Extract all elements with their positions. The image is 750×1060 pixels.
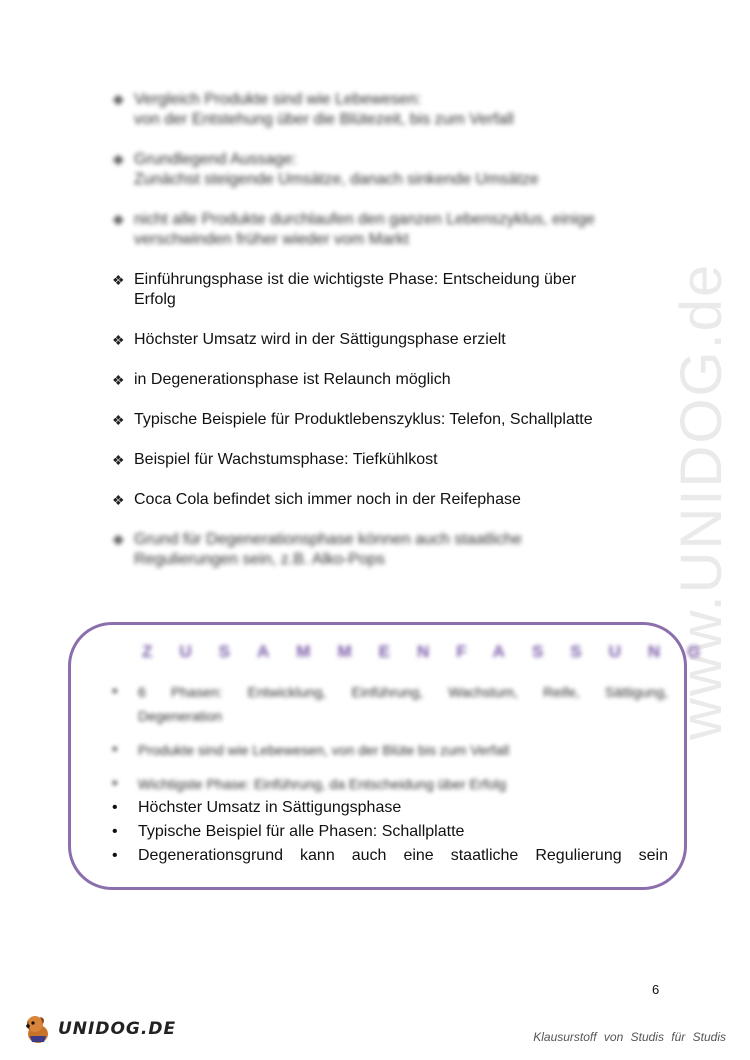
diamond-bullet-icon: ❖: [112, 412, 125, 428]
summary-item: [112, 796, 668, 820]
summary-item: [112, 738, 668, 762]
diamond-bullet-icon: ❖: [112, 272, 125, 288]
bullet-item: [112, 90, 672, 130]
bullet-list: [112, 90, 672, 570]
diamond-bullet-icon: ❖: [112, 452, 125, 468]
bullet-item: [112, 370, 672, 390]
summary-item-text: Höchster Umsatz in Sättigungsphase: [138, 799, 402, 816]
summary-item-text: Typische Beispiel für alle Phasen: Schallplatte: [138, 823, 465, 840]
bullet-text: Zunächst steigende Umsätze, danach sinkende Umsätze: [134, 171, 539, 188]
diamond-bullet-icon: ❖: [112, 372, 125, 388]
diamond-bullet-icon: ❖: [112, 92, 125, 108]
bullet-text: Typische Beispiele für Produktlebenszyklus: Telefon, Schallplatte: [134, 411, 593, 428]
watermark: www.UNIDOG.de: [669, 262, 734, 740]
bullet-item: [112, 150, 672, 190]
bullet-text: in Degenerationsphase ist Relaunch möglich: [134, 371, 451, 388]
footer-tagline: Klausurstoff von Studis für Studis: [533, 1030, 726, 1044]
bullet-text: Erfolg: [134, 291, 176, 308]
dog-icon: [22, 1012, 56, 1046]
bullet-dot-icon: •: [112, 799, 118, 816]
bullet-text: von der Entstehung über die Blütezeit, bis zum Verfall: [134, 111, 514, 128]
summary-item: [112, 772, 668, 796]
summary-list: [112, 680, 668, 868]
logo-text: UNIDOG.DE: [58, 1019, 177, 1039]
summary-title: ZUSAMMENFASSUNG: [142, 642, 728, 661]
bullet-item: [112, 210, 672, 250]
bullet-item: [112, 270, 672, 310]
bullet-dot-icon: •: [112, 775, 118, 792]
bullet-text: Grund für Degenerationsphase können auch staatliche: [134, 531, 522, 548]
bullet-text: Höchster Umsatz wird in der Sättigungsphase erzielt: [134, 331, 506, 348]
bullet-text: Grundlegend Aussage:: [134, 151, 297, 168]
bullet-text: verschwinden früher wieder vom Markt: [134, 231, 409, 248]
bullet-text: Coca Cola befindet sich immer noch in der Reifephase: [134, 491, 521, 508]
summary-item-text: Produkte sind wie Lebewesen, von der Blüte bis zum Verfall: [138, 742, 510, 758]
summary-item-text: Degenerationsgrund kann auch eine staatliche Regulierung sein: [138, 847, 668, 864]
bullet-dot-icon: •: [112, 741, 118, 758]
bullet-dot-icon: •: [112, 847, 118, 864]
bullet-item: [112, 330, 672, 350]
bullet-item: [112, 410, 672, 430]
diamond-bullet-icon: ❖: [112, 532, 125, 548]
bullet-text: nicht alle Produkte durchlaufen den ganzen Lebenszyklus, einige: [134, 211, 595, 228]
unidog-logo: [22, 1012, 176, 1046]
bullet-item: [112, 490, 672, 510]
bullet-text: Vergleich Produkte sind wie Lebewesen:: [134, 91, 422, 108]
diamond-bullet-icon: ❖: [112, 212, 125, 228]
diamond-bullet-icon: ❖: [112, 332, 125, 348]
bullet-text: Beispiel für Wachstumsphase: Tiefkühlkost: [134, 451, 438, 468]
bullet-dot-icon: •: [112, 683, 118, 700]
summary-item: [112, 680, 668, 728]
bullet-item: [112, 530, 672, 570]
summary-item: [112, 820, 668, 844]
bullet-item: [112, 450, 672, 470]
summary-item-text: Degeneration: [138, 708, 223, 724]
summary-item: [112, 844, 668, 868]
diamond-bullet-icon: ❖: [112, 492, 125, 508]
page-number: 6: [652, 982, 660, 997]
summary-item-text: Wichtigste Phase: Einführung, da Entscheidung über Erfolg: [138, 776, 507, 792]
bullet-text: Regulierungen sein, z.B. Alko-Pops: [134, 551, 385, 568]
bullet-dot-icon: •: [112, 823, 118, 840]
summary-item-text: 6 Phasen: Entwicklung, Einführung, Wachstum, Reife, Sättigung,: [138, 684, 668, 700]
diamond-bullet-icon: ❖: [112, 152, 125, 168]
bullet-text: Einführungsphase ist die wichtigste Phase: Entscheidung über: [134, 271, 577, 288]
